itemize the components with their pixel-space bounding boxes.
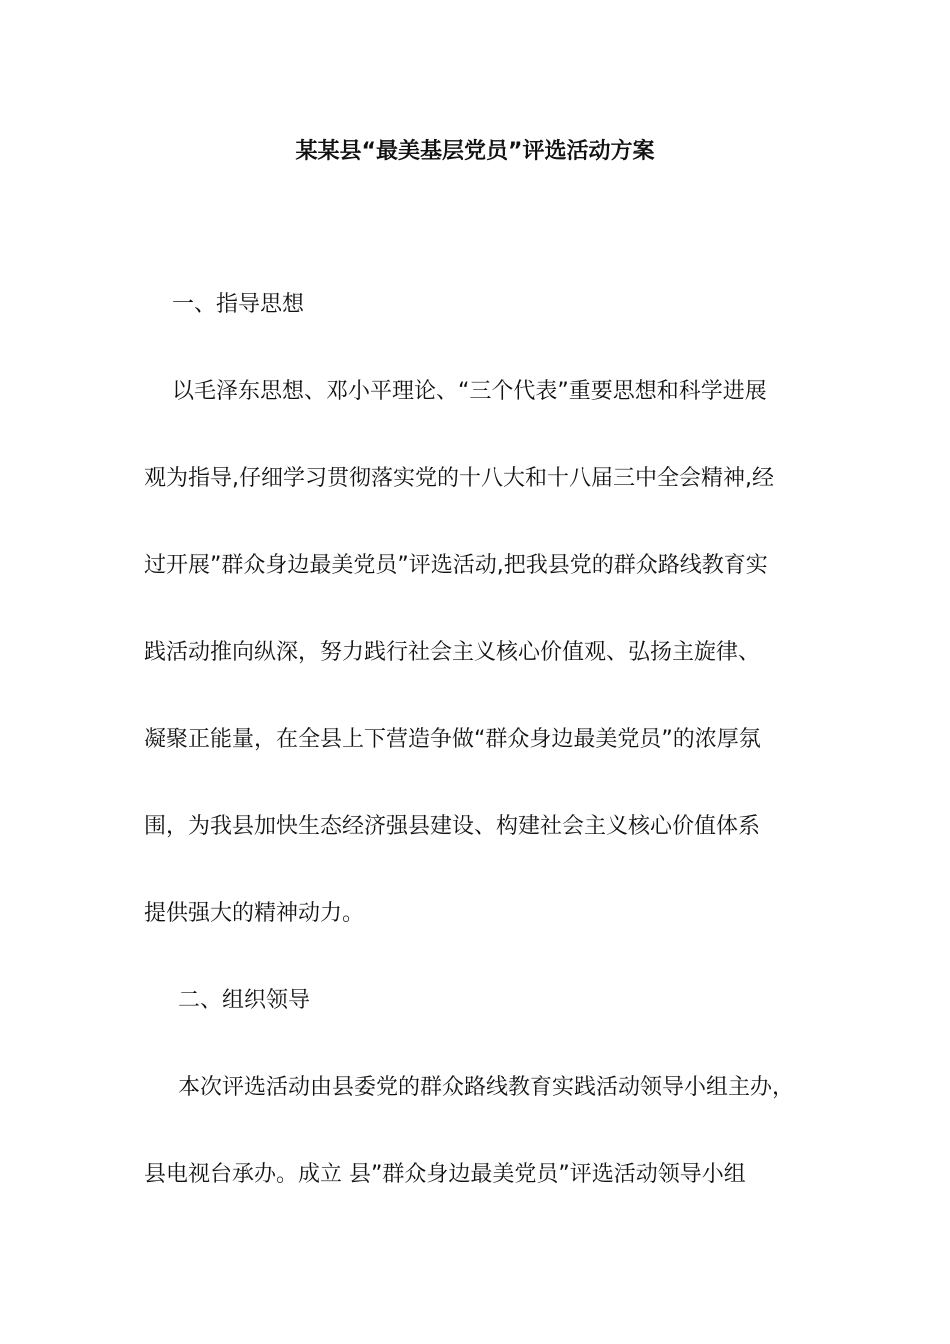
paragraph-line: 观为指导,仔细学习贯彻落实党的十八大和十八届三中全会精神,经 — [144, 466, 774, 491]
paragraph-line: 提供强大的精神动力。 — [144, 901, 365, 926]
paragraph-line: 本次评选活动由县委党的群众路线教育实践活动领导小组主办， — [178, 1075, 795, 1100]
paragraph-line: 以毛泽东思想、邓小平理论、“三个代表”重要思想和科学进展 — [172, 379, 767, 404]
paragraph-line: 过开展”群众身边最美党员”评选活动,把我县党的群众路线教育实 — [144, 553, 768, 578]
paragraph-line: 践活动推向纵深，努力践行社会主义核心价值观、弘扬主旋律、 — [144, 640, 761, 665]
paragraph-line: 凝聚正能量，在全县上下营造争做“群众身边最美党员”的浓厚氛 — [144, 727, 761, 752]
paragraph-line: 县电视台承办。成立 县”群众身边最美党员”评选活动领导小组 — [144, 1162, 746, 1187]
section-heading-organization: 二、组织领导 — [178, 988, 311, 1013]
section-heading-guiding-ideology: 一、指导思想 — [172, 292, 305, 317]
document-title: 某某县“最美基层党员”评选活动方案 — [295, 139, 655, 164]
paragraph-line: 围，为我县加快生态经济强县建设、构建社会主义核心价值体系 — [144, 814, 761, 839]
